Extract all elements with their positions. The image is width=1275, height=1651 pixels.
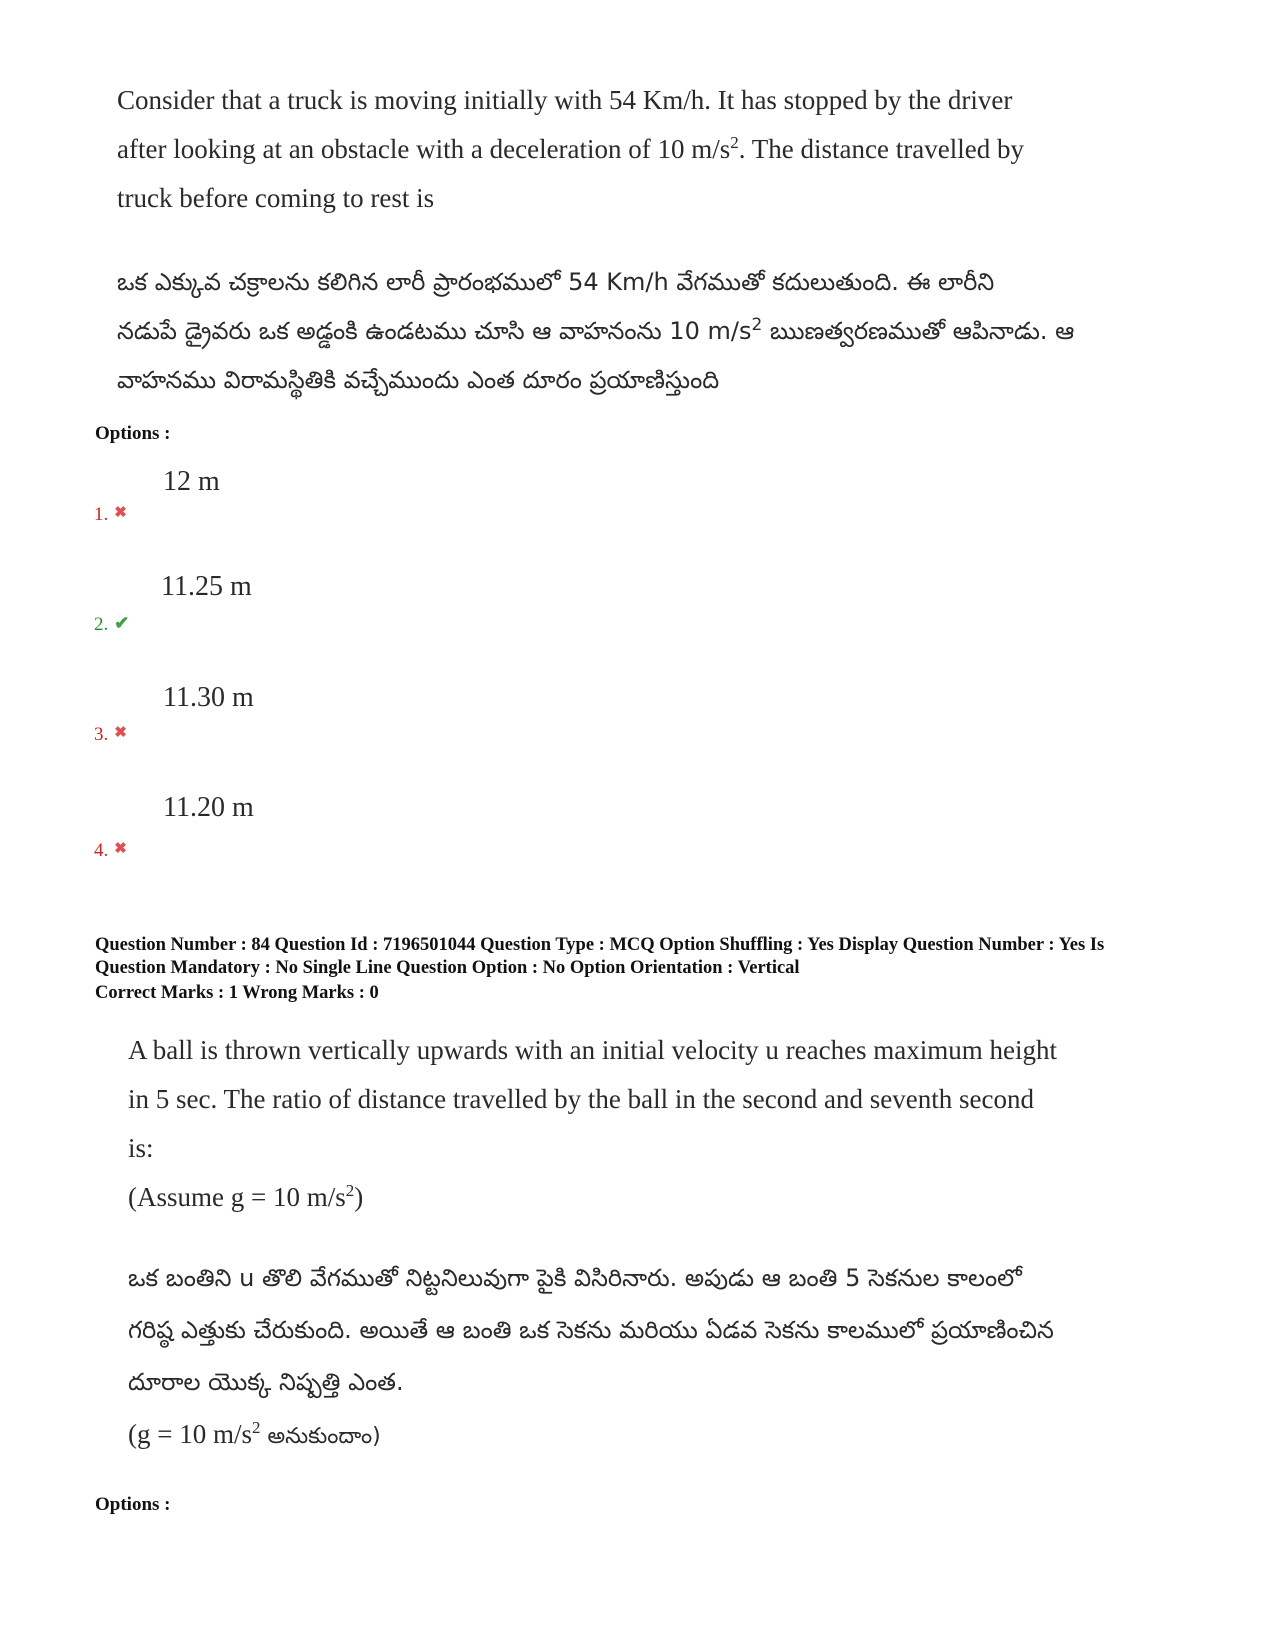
option-4[interactable] (94, 839, 127, 862)
marks-info: Correct Marks : 1 Wrong Marks : 0 (95, 983, 379, 1003)
q2-te-line-4b: అనుకుందాం) (260, 1424, 381, 1449)
option-4-value[interactable]: 11.20 m (163, 792, 254, 823)
question-2-text-te (128, 1252, 1148, 1463)
q1-te-line-2 (117, 307, 1137, 356)
option-1[interactable] (94, 503, 127, 526)
option-1-number: 1. (94, 504, 109, 525)
q2-en-line-4a: (Assume g = 10 m/s (128, 1182, 346, 1212)
q1-en-line-1: Consider that a truck is moving initially with 54 Km/h. It has stopped by the driver (117, 85, 1013, 115)
question-2-text-en (128, 1026, 1148, 1222)
q2-te-line-4a: (g = 10 m/s (128, 1419, 252, 1449)
wrong-mark-icon: ✖ (114, 505, 127, 521)
q2-en-line-1: A ball is thrown vertically upwards with an initial velocity u reaches maximum height (128, 1035, 1058, 1065)
q1-te-line-1: ఒక ఎక్కువ చక్రాలను కలిగిన లారీ ప్రారంభములో 54 Km/h వేగముతో కదులుతుంది. ఈ లారీని (117, 268, 995, 296)
q2-en-line-2: in 5 sec. The ratio of distance travelled by the ball in the second and seventh second (128, 1084, 1034, 1114)
q1-te-line-3: వాహనము విరామస్థితికి వచ్చేముందు ఎంత దూరం ప్రయాణిస్తుంది (117, 366, 720, 394)
q2-en-exponent: 2 (345, 1181, 355, 1200)
option-4-number: 4. (94, 840, 109, 861)
question-1-text-en (117, 76, 1137, 223)
q2-te-line-4 (128, 1408, 1148, 1463)
q2-te-line-3: దూరాల యొక్క నిష్పత్తి ఎంత. (128, 1368, 404, 1396)
q1-te-line-2b: ఋణత్వరణముతో ఆపినాడు. ఆ (762, 317, 1075, 345)
q1-en-line-2b: . The distance travelled by (738, 134, 1024, 164)
option-1-value[interactable]: 12 m (163, 466, 220, 497)
correct-check-icon: ✔ (114, 613, 130, 633)
option-2[interactable] (94, 613, 129, 636)
q2-en-line-3: is: (128, 1133, 154, 1163)
wrong-mark-icon: ✖ (114, 725, 127, 741)
q2-en-line-4 (128, 1173, 1148, 1222)
q1-te-line-2a: నడుపే డ్రైవరు ఒక అడ్డంకి ఉండటము చూసి ఆ వాహనంను 10 m/s (117, 317, 752, 345)
q1-en-exponent: 2 (730, 133, 739, 152)
q2-te-line-2: గరిష్ఠ ఎత్తుకు చేరుకుంది. అయితే ఆ బంతి ఒక సెకను మరియు ఏడవ సెకను కాలములో ప్రయాణించిన (128, 1316, 1054, 1344)
q1-en-line-3: truck before coming to rest is (117, 183, 435, 213)
question-meta (95, 934, 1215, 980)
options-label: Options : (95, 423, 171, 444)
option-2-value[interactable]: 11.25 m (161, 571, 252, 602)
options-label: Options : (95, 1494, 171, 1515)
q2-en-line-4b: ) (354, 1182, 364, 1212)
q2-te-line-1: ఒక బంతిని u తొలి వేగముతో నిట్టనిలువుగా పైకి విసిరినారు. అపుడు ఆ బంతి 5 సెకనుల కాలంలో (128, 1264, 1022, 1292)
question-meta-line-1: Question Number : 84 Question Id : 7196501044 Question Type : MCQ Option Shuffling : Yes Display Question Number : Yes Is (95, 935, 1105, 955)
option-2-number: 2. (94, 614, 109, 635)
option-3-value[interactable]: 11.30 m (163, 682, 254, 713)
q1-te-exponent: 2 (751, 315, 763, 335)
wrong-mark-icon: ✖ (114, 841, 127, 857)
option-3[interactable] (94, 723, 127, 746)
q1-en-line-2a: after looking at an obstacle with a deceleration of 10 m/s (117, 134, 731, 164)
question-meta-line-2: Question Mandatory : No Single Line Question Option : No Option Orientation : Vertical (95, 958, 800, 978)
q1-en-line-2 (117, 125, 1137, 174)
question-1-text-te (117, 258, 1137, 405)
option-3-number: 3. (94, 724, 109, 745)
q2-te-exponent: 2 (251, 1418, 261, 1437)
